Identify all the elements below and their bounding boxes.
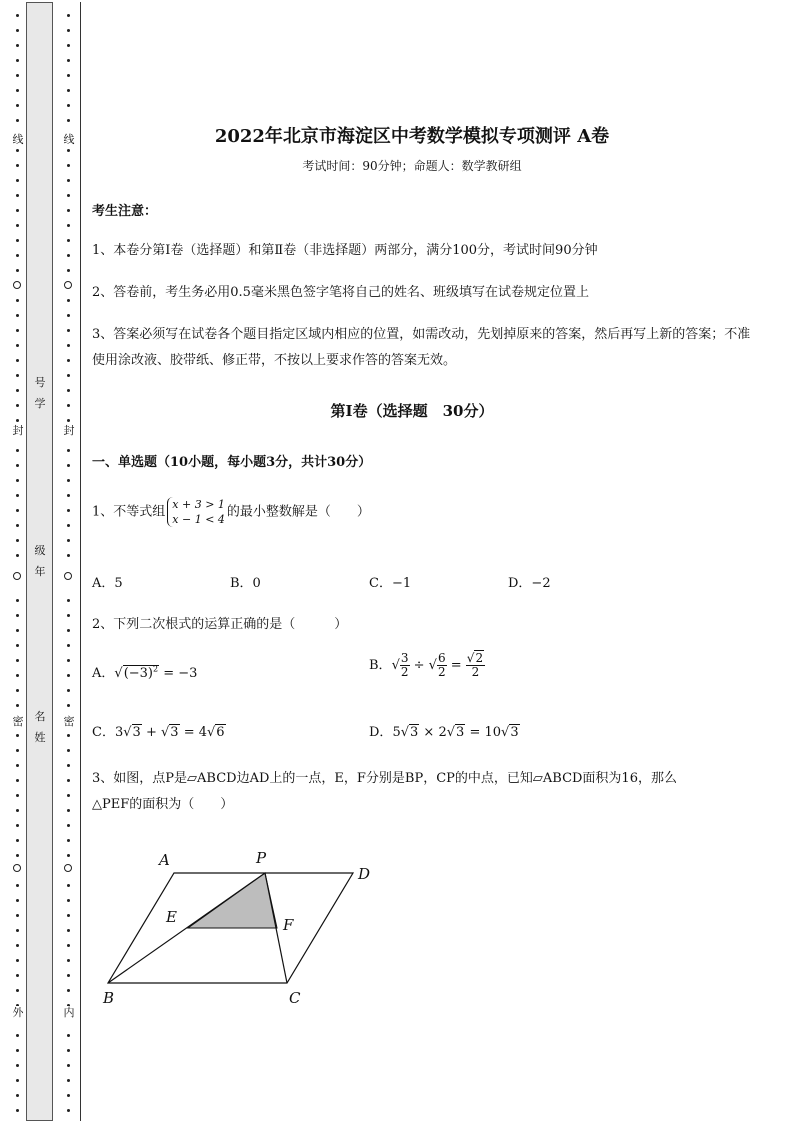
binding-dot: [67, 734, 70, 737]
binding-dot: [67, 419, 70, 422]
binding-dot: [16, 149, 19, 152]
binding-dot: [67, 29, 70, 32]
binding-dot: [67, 794, 70, 797]
label-c: C: [289, 989, 301, 1007]
binding-dot: [67, 599, 70, 602]
question-3-line-1: 3、如图，点P是▱ABCD边AD上的一点，E，F分别是BP，CP的中点，已知▱ABCD面积为16，那么: [92, 771, 677, 786]
binding-dot: [16, 224, 19, 227]
binding-dot: [16, 104, 19, 107]
binding-dot: [67, 704, 70, 707]
binding-dot: [67, 509, 70, 512]
binding-dot: [16, 1064, 19, 1067]
binding-dot: [67, 389, 70, 392]
binding-dot: [67, 1064, 70, 1067]
binding-dot: [67, 329, 70, 332]
binding-dot: [16, 464, 19, 467]
binding-dot: [16, 14, 19, 17]
q2-option-c[interactable]: C．3√3 + √3 = 4√6: [92, 725, 225, 740]
binding-dot: [67, 674, 70, 677]
binding-dot: [16, 539, 19, 542]
binding-dot: [16, 359, 19, 362]
binding-dot: [67, 269, 70, 272]
question-2: 2、下列二次根式的运算正确的是（ ）: [92, 617, 348, 632]
binding-dot: [67, 464, 70, 467]
binding-mark: 封: [61, 424, 77, 438]
left-dot-column: [12, 0, 26, 1123]
binding-dot: [67, 764, 70, 767]
binding-dot: [67, 554, 70, 557]
binding-dot: [67, 59, 70, 62]
strip-label: 姓: [34, 731, 46, 744]
q1-option-b[interactable]: B．0: [230, 576, 261, 591]
notice-item-2: 2、答卷前，考生务必用0.5毫米黑色签字笔将自己的姓名、班级填写在试卷规定位置上: [92, 285, 589, 300]
label-e: E: [166, 908, 177, 926]
right-dot-column: [63, 0, 77, 1123]
binding-circle: [13, 864, 21, 872]
binding-dot: [16, 899, 19, 902]
binding-dot: [16, 1034, 19, 1037]
binding-dot: [67, 614, 70, 617]
strip-label: 年: [34, 565, 46, 578]
label-d: D: [358, 865, 371, 883]
binding-dot: [16, 329, 19, 332]
binding-dot: [16, 914, 19, 917]
binding-dot: [67, 74, 70, 77]
binding-dot: [16, 44, 19, 47]
binding-dot: [16, 794, 19, 797]
label-f: F: [283, 916, 294, 934]
binding-dot: [67, 629, 70, 632]
q1-option-a[interactable]: A．5: [92, 576, 123, 591]
binding-mark: 内: [61, 1006, 77, 1020]
binding-dot: [67, 44, 70, 47]
binding-dot: [16, 629, 19, 632]
binding-dot: [16, 929, 19, 932]
question-1: [92, 497, 370, 527]
fraction: $\frac{√2}{2}$: [466, 651, 484, 679]
binding-dot: [16, 389, 19, 392]
triangle-pef-shaded: [188, 873, 277, 928]
binding-dot: [67, 254, 70, 257]
binding-dot: [67, 914, 70, 917]
binding-dot: [16, 29, 19, 32]
binding-dot: [67, 314, 70, 317]
binding-dot: [67, 119, 70, 122]
option-label: D．: [369, 725, 393, 740]
q1-prefix: 1、不等式组: [92, 504, 166, 520]
binding-dot: [67, 299, 70, 302]
binding-dot: [67, 524, 70, 527]
binding-dot: [67, 809, 70, 812]
binding-dot: [67, 854, 70, 857]
option-label: B．: [369, 658, 392, 673]
binding-dot: [16, 944, 19, 947]
binding-dot: [16, 644, 19, 647]
binding-dot: [16, 974, 19, 977]
binding-circle: [13, 281, 21, 289]
binding-dot: [67, 1109, 70, 1112]
binding-dot: [16, 704, 19, 707]
binding-dot: [67, 824, 70, 827]
margin-rule: [80, 2, 81, 1121]
binding-dot: [16, 599, 19, 602]
binding-dot: [16, 449, 19, 452]
label-a: A: [159, 851, 170, 869]
binding-dot: [67, 1034, 70, 1037]
notice-heading: 考生注意：: [92, 204, 158, 219]
binding-dot: [67, 194, 70, 197]
binding-dot: [67, 494, 70, 497]
binding-dot: [16, 1049, 19, 1052]
binding-mark: 密: [10, 715, 26, 729]
q1-option-c[interactable]: C．−1: [369, 576, 412, 591]
student-info-strip: [26, 2, 53, 1121]
binding-dot: [16, 734, 19, 737]
strip-label: 学: [34, 397, 46, 410]
binding-dot: [67, 404, 70, 407]
binding-dot: [67, 899, 70, 902]
page-title: 2022年北京市海淀区中考数学模拟专项测评 A卷: [214, 126, 610, 147]
binding-dot: [67, 1079, 70, 1082]
inequality-line-2: x − 1 < 4: [172, 513, 225, 526]
binding-mark: 封: [10, 424, 26, 438]
binding-dot: [16, 779, 19, 782]
binding-dot: [67, 104, 70, 107]
binding-dot: [16, 989, 19, 992]
binding-dot: [16, 74, 19, 77]
binding-circle: [64, 864, 72, 872]
section-title: 第I卷（选择题 30分）: [330, 402, 494, 420]
binding-dot: [67, 944, 70, 947]
binding-margin: [0, 0, 84, 1123]
binding-dot: [16, 959, 19, 962]
binding-dot: [16, 674, 19, 677]
binding-dot: [16, 179, 19, 182]
page-subtitle: 考试时间：90分钟；命题人：数学教研组: [302, 159, 522, 173]
binding-dot: [67, 164, 70, 167]
binding-dot: [16, 1094, 19, 1097]
binding-dot: [67, 974, 70, 977]
binding-dot: [67, 779, 70, 782]
binding-dot: [16, 164, 19, 167]
binding-dot: [16, 689, 19, 692]
binding-dot: [16, 509, 19, 512]
binding-dot: [16, 374, 19, 377]
binding-dot: [16, 1109, 19, 1112]
binding-dot: [67, 1049, 70, 1052]
binding-dot: [67, 839, 70, 842]
binding-dot: [67, 224, 70, 227]
binding-dot: [16, 479, 19, 482]
binding-dot: [16, 494, 19, 497]
q1-option-d[interactable]: D．−2: [508, 576, 551, 591]
binding-dot: [16, 299, 19, 302]
radical: $(-3)^2$: [123, 664, 159, 681]
binding-dot: [67, 959, 70, 962]
notice-item-3: 3、答案必须写在试卷各个题目指定区域内相应的位置，如需改动，先划掉原来的答案，然后再写上新的答案；不准使用涂改液、胶带纸、修正带，不按以上要求作答的答案无效。: [92, 327, 751, 368]
binding-dot: [67, 689, 70, 692]
binding-dot: [16, 59, 19, 62]
binding-dot: [16, 809, 19, 812]
binding-dot: [67, 149, 70, 152]
binding-mark: 外: [10, 1006, 26, 1020]
q1-suffix: 的最小整数解是（ ）: [226, 504, 370, 520]
binding-dot: [16, 194, 19, 197]
binding-dot: [67, 209, 70, 212]
binding-circle: [64, 572, 72, 580]
label-p: P: [256, 849, 267, 867]
notice-item-1: 1、本卷分第I卷（选择题）和第Ⅱ卷（非选择题）两部分，满分100分，考试时间90分钟: [92, 243, 598, 258]
binding-dot: [67, 644, 70, 647]
binding-dot: [16, 884, 19, 887]
binding-dot: [16, 659, 19, 662]
q2-option-b[interactable]: B．√ $\frac{3}{2}$ ÷ √ $\frac{6}{2}$ = $\frac{√2}{2}$: [369, 651, 484, 679]
strip-label: 名: [34, 710, 46, 723]
binding-dot: [67, 14, 70, 17]
binding-dot: [67, 239, 70, 242]
binding-dot: [16, 239, 19, 242]
option-label: C．: [92, 725, 115, 740]
binding-dot: [16, 839, 19, 842]
binding-dot: [67, 344, 70, 347]
binding-mark: 密: [61, 715, 77, 729]
option-label: A．: [92, 666, 115, 681]
section-subtitle: 一、单选题（10小题，每小题3分，共计30分）: [92, 455, 372, 470]
binding-dot: [16, 119, 19, 122]
binding-mark: 线: [10, 133, 26, 147]
binding-dot: [16, 269, 19, 272]
parallelogram-figure: [95, 840, 395, 1015]
fraction: $\frac{3}{2}$: [400, 651, 409, 679]
strip-label: 级: [34, 544, 46, 557]
binding-dot: [16, 89, 19, 92]
binding-dot: [67, 539, 70, 542]
inequality-system: [167, 497, 225, 527]
binding-dot: [16, 1079, 19, 1082]
binding-circle: [64, 281, 72, 289]
binding-dot: [67, 1094, 70, 1097]
binding-dot: [67, 449, 70, 452]
binding-dot: [16, 824, 19, 827]
binding-dot: [16, 419, 19, 422]
label-b: B: [103, 989, 115, 1007]
binding-dot: [16, 854, 19, 857]
binding-dot: [16, 344, 19, 347]
binding-mark: 线: [61, 133, 77, 147]
fraction: $\frac{6}{2}$: [437, 651, 446, 679]
binding-dot: [67, 929, 70, 932]
binding-dot: [67, 659, 70, 662]
q2-option-d[interactable]: D．5√3 × 2√3 = 10√3: [369, 725, 519, 740]
binding-dot: [67, 359, 70, 362]
q2-option-a[interactable]: A．$√(-3)^2 = -3$: [92, 664, 198, 681]
binding-dot: [67, 749, 70, 752]
binding-dot: [16, 749, 19, 752]
binding-dot: [67, 89, 70, 92]
binding-dot: [16, 254, 19, 257]
binding-dot: [16, 554, 19, 557]
binding-circle: [13, 572, 21, 580]
binding-dot: [16, 614, 19, 617]
binding-dot: [16, 524, 19, 527]
binding-dot: [67, 374, 70, 377]
binding-dot: [16, 314, 19, 317]
binding-dot: [67, 179, 70, 182]
question-3-line-2: △PEF的面积为（ ）: [92, 797, 234, 812]
binding-dot: [67, 989, 70, 992]
strip-label: 号: [34, 376, 46, 389]
binding-dot: [16, 404, 19, 407]
inequality-line-1: x + 3 > 1: [172, 498, 225, 511]
binding-dot: [16, 764, 19, 767]
binding-dot: [67, 884, 70, 887]
binding-dot: [67, 479, 70, 482]
binding-dot: [16, 209, 19, 212]
